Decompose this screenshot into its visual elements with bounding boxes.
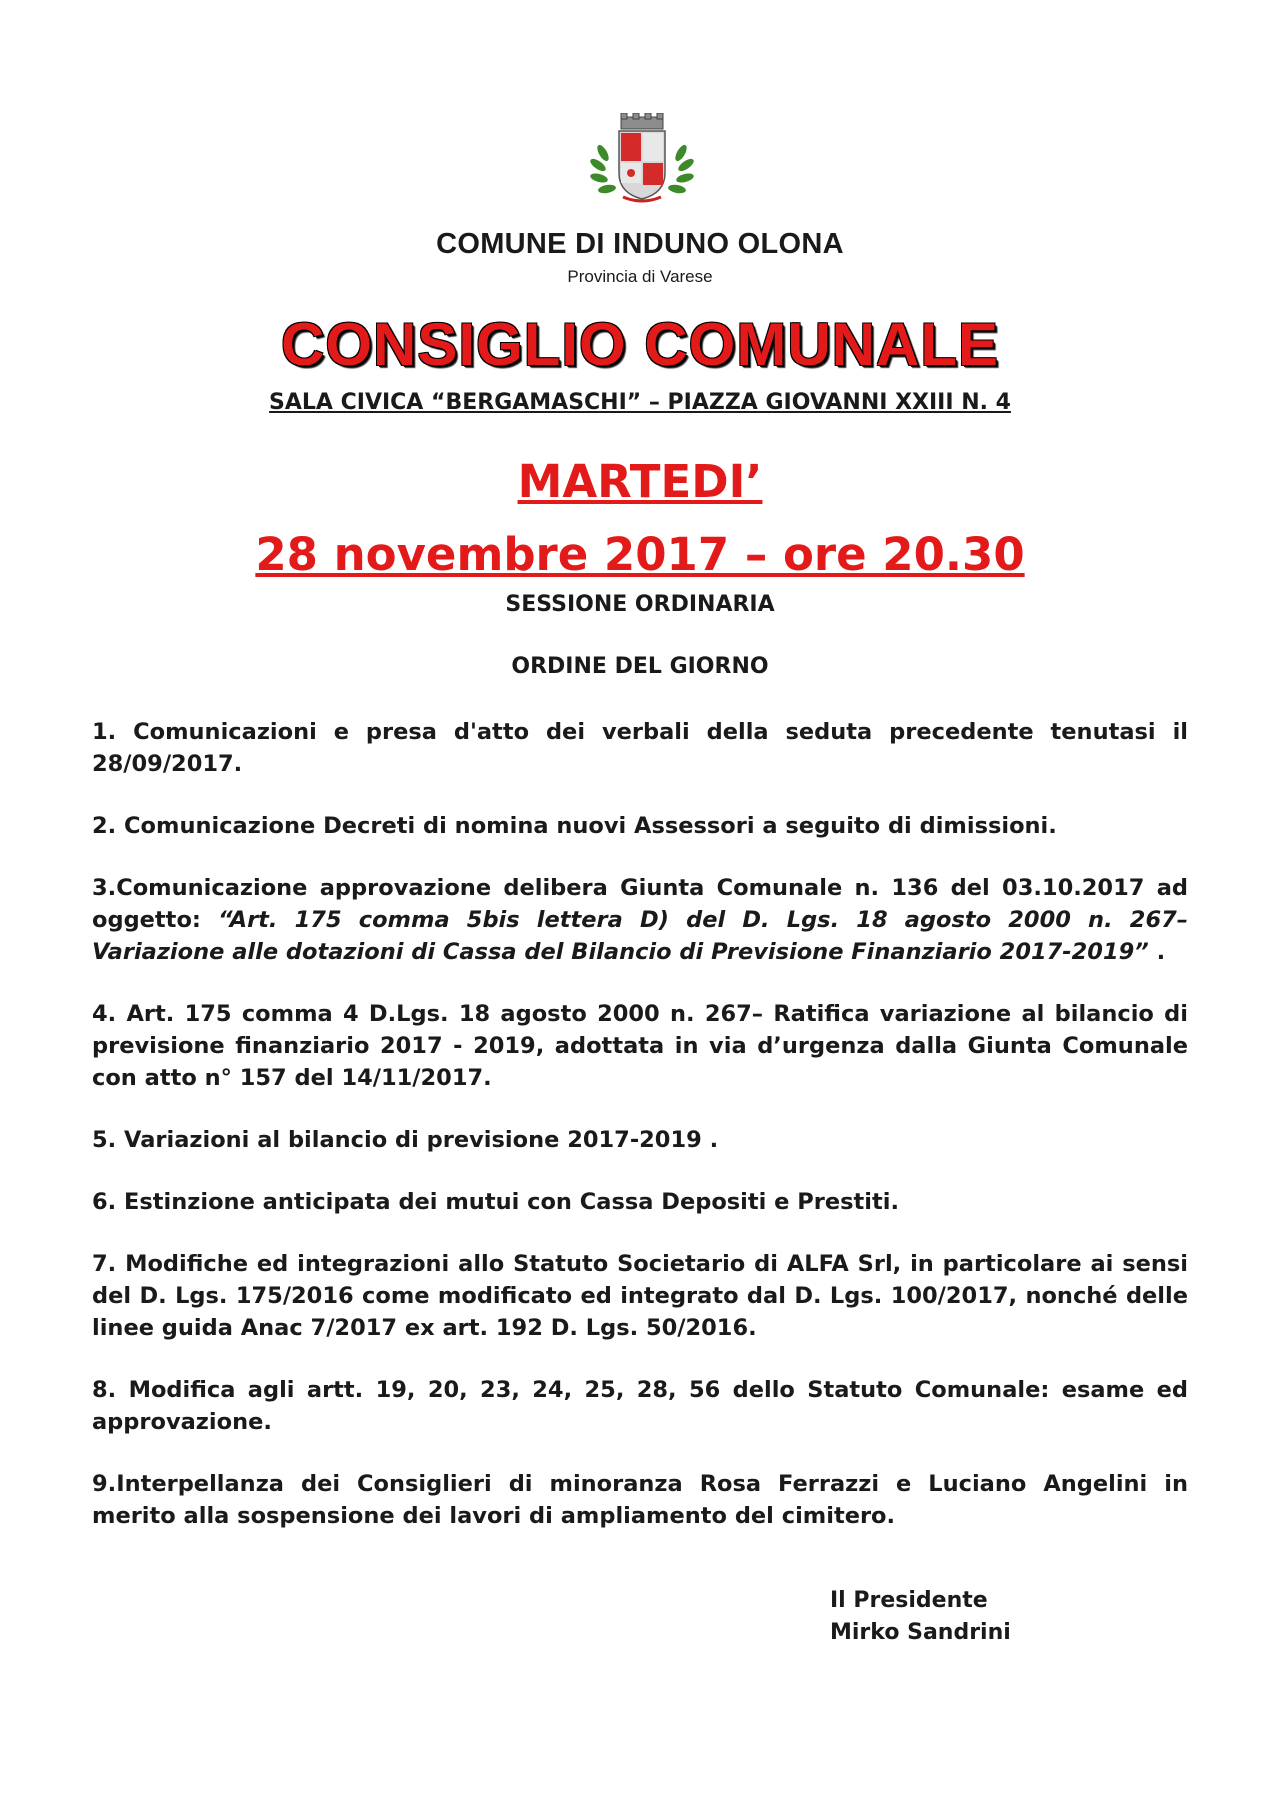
agenda-item-8: 8. Modifica agli artt. 19, 20, 23, 24, 25, 28, 56 dello Statuto Comunale: esame ed approvazione.: [92, 1377, 1188, 1435]
org-name: COMUNE DI INDUNO OLONA: [436, 228, 844, 260]
meeting-day: MARTEDI’: [517, 455, 763, 508]
agenda-item-3-text: 3.Comunicazione approvazione delibera Giunta Comunale n. 136 del 03.10.2017 ad oggetto:: [92, 875, 1188, 933]
session-type: SESSIONE ORDINARIA: [505, 592, 775, 617]
agenda-item-6: 6. Estinzione anticipata dei mutui con Cassa Depositi e Prestiti.: [92, 1189, 900, 1215]
municipal-crest-icon: [583, 113, 701, 207]
agenda-title: ORDINE DEL GIORNO: [511, 654, 769, 679]
signature-role: Il Presidente: [830, 1588, 988, 1613]
signature-name: Mirko Sandrini: [830, 1620, 1011, 1645]
meeting-date-time: 28 novembre 2017 – ore 20.30: [255, 528, 1025, 581]
agenda-item-2: 2. Comunicazione Decreti di nomina nuovi Assessori a seguito di dimissioni.: [92, 813, 1057, 839]
notice-title: CONSIGLIO COMUNALE: [281, 311, 999, 378]
agenda-item-5: 5. Variazioni al bilancio di previsione 2017-2019 .: [92, 1127, 719, 1153]
signature-block: [830, 1585, 1011, 1649]
agenda-item-7: 7. Modifiche ed integrazioni allo Statuto Societario di ALFA Srl, in particolare ai sensi del D. Lgs. 175/2016 come modificato ed integrato dal D. Lgs. 100/2017, nonché delle linee guida Anac 7/2017 ex art. 192 D. Lgs. 50/2016.: [92, 1251, 1188, 1341]
venue-line: SALA CIVICA “BERGAMASCHI” – PIAZZA GIOVANNI XXIII N. 4: [269, 390, 1011, 415]
agenda-item-9: 9.Interpellanza dei Consiglieri di minoranza Rosa Ferrazzi e Luciano Angelini in merito alla sospensione dei lavori di ampliamento del cimitero.: [92, 1471, 1188, 1529]
province-label: Provincia di Varese: [567, 267, 713, 286]
agenda-item-3: [92, 872, 1188, 968]
agenda-item-3-subject: “Art. 175 comma 5bis lettera D) del D. Lgs. 18 agosto 2000 n. 267– Variazione alle dotazioni di Cassa del Bilancio di Previsione Finanziario 2017-2019”: [92, 907, 1188, 965]
agenda-item-3-tail: .: [1148, 939, 1166, 965]
agenda-list: [92, 716, 1188, 1562]
agenda-item-4: 4. Art. 175 comma 4 D.Lgs. 18 agosto 2000 n. 267– Ratifica variazione al bilancio di previsione finanziario 2017 - 2019, adottata in via d’urgenza dalla Giunta Comunale con atto n° 157 del 14/11/2017.: [92, 1001, 1188, 1091]
agenda-item-1: 1. Comunicazioni e presa d'atto dei verbali della seduta precedente tenutasi il 28/09/2017.: [92, 719, 1188, 777]
